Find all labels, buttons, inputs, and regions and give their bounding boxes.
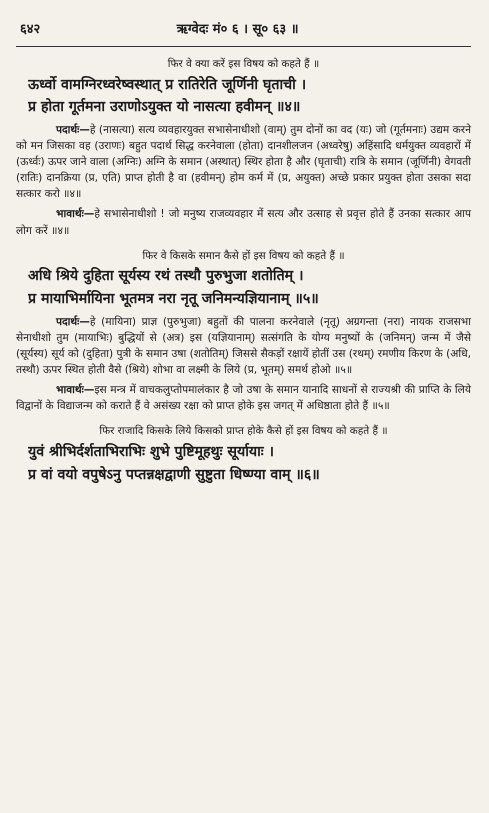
section2-verse-line1: अधि श्रिये दुहिता सूर्यस्य रथं तस्थौ पुरुभुजा शतोतिम् । [28, 268, 304, 285]
padartha-text: हे (नासत्या) सत्य व्यवहारयुक्त सभासेनाधीशो (वाम्) तुम दोनों का वद (यः) जो (गूर्तमनाः) उद्यम करने को मन जिसका वह (उराणः) बहुत पदार्थ सिद्ध करनेवाला (होता) दानशीलजन (अध्वरेषु) अहिंसादि धर्मयुक्त व्यवहारों में (ऊर्ध्वः) ऊपर जाने वाला (अग्निः) अग्नि के समान (अस्थात्) स्थिर होता है और (घृताची) रात्रि के समान (जूर्णिनी) वेगवती (रातिः) दानक्रिया (प्र, एति) प्राप्त होती है वा (हवीमन्) होम कर्म में (प्र, अयुक्त) अच्छे प्रकार प्रयुक्त होता उसका सदा सत्कार करो ॥४॥ [16, 124, 471, 201]
section-gap [16, 239, 471, 247]
section1-verse-line2: प्र होता गूर्तमना उराणोऽयुक्त यो नासत्या हवीमन् ॥४॥ [28, 99, 301, 116]
section3-verse-line1: युवं श्रीभिर्दर्शताभिराभिः शुभे पुष्टिमूहथुः सूर्यायाः । [28, 444, 274, 461]
page-number: ६४२ [20, 22, 41, 37]
section2-verse-line2: प्र मायाभिर्मायिना भूतमत्र नरा नृतू जनिमन्यज्ञियानाम् ॥५॥ [28, 291, 319, 308]
section2-bhavartha [16, 382, 471, 414]
bhavartha-label: भावार्थः— [56, 208, 95, 221]
section1-padartha [16, 122, 471, 202]
running-title: ऋग्वेदः मं० ६ । सू० ६३ ॥ [176, 22, 299, 37]
section1-verse-line1: ऊर्ध्वो वामग्निरध्वरेष्वस्थात् प्र रातिरेति जूर्णिनी घृताची । [28, 76, 307, 93]
page-header [16, 20, 471, 40]
bhavartha-text: हे सभासेनाधीशो ! जो मनुष्य राजव्यवहार में सत्य और उत्साह से प्रवृत्त होते हैं उनका सत्कार आप लोग करें ॥४॥ [16, 208, 471, 237]
section1-intro: फिर वे क्या करें इस विषय को कहते हैं ॥ [167, 58, 320, 70]
section3-intro: फिर राजादि किसके लिये किसको प्राप्त होके कैसे हों इस विषय को कहते हैं ॥ [99, 425, 388, 438]
section2-padartha [16, 314, 471, 378]
section2-intro: फिर वे किसके समान कैसे हों इस विषय को कहते हैं ॥ [142, 249, 345, 262]
section-gap [16, 414, 471, 422]
section1-bhavartha [16, 206, 471, 238]
section3-verse-line2: प्र वां वयो वपुषेऽनु पप्तन्नक्षद्वाणी सुष्टुता धिष्ण्या वाम् ॥६॥ [28, 466, 320, 483]
padartha-label: पदार्थः— [56, 315, 90, 328]
header-rule [16, 46, 471, 47]
padartha-label: पदार्थः— [56, 124, 90, 136]
padartha-text: हे (मायिना) प्राज्ञ (पुरुभुजा) बहुतों की पालना करनेवाले (नृतू) अग्रगन्ता (नरा) नायक राजसभा सेनाधीशो तुम (मायाभिः) बुद्धियों से (अत्र) इस (यज्ञियानाम्) सत्संगति के योग्य मनुष्यों के (जनिमन्) जन्म में जैसे (सूर्यस्य) सूर्य को (दुहिता) पुत्री के समान उषा (शतोतिम्) जिससे सैकड़ों रक्षायें होतीं उस (रथम्) रमणीय किरण के (अधि, तस्थौ) ऊपर स्थित होती वैसे (श्रिये) शोभा वा लक्ष्मी के लिये (प्र, भूतम्) समर्थ होओ ॥५॥ [16, 315, 471, 376]
bhavartha-text: इस मन्त्र में वाचकलुप्तोपमालंकार है जो उषा के समान यानादि साधनों से राज्यश्री की प्राप्ति के लिये विद्वानों के विद्याजन्म को कराते हैं वे असंख्य रक्षा को प्राप्त होके इस जगत् में अधिष्ठाता होते हैं ॥५॥ [16, 384, 471, 413]
bhavartha-label: भावार्थः— [56, 384, 95, 397]
